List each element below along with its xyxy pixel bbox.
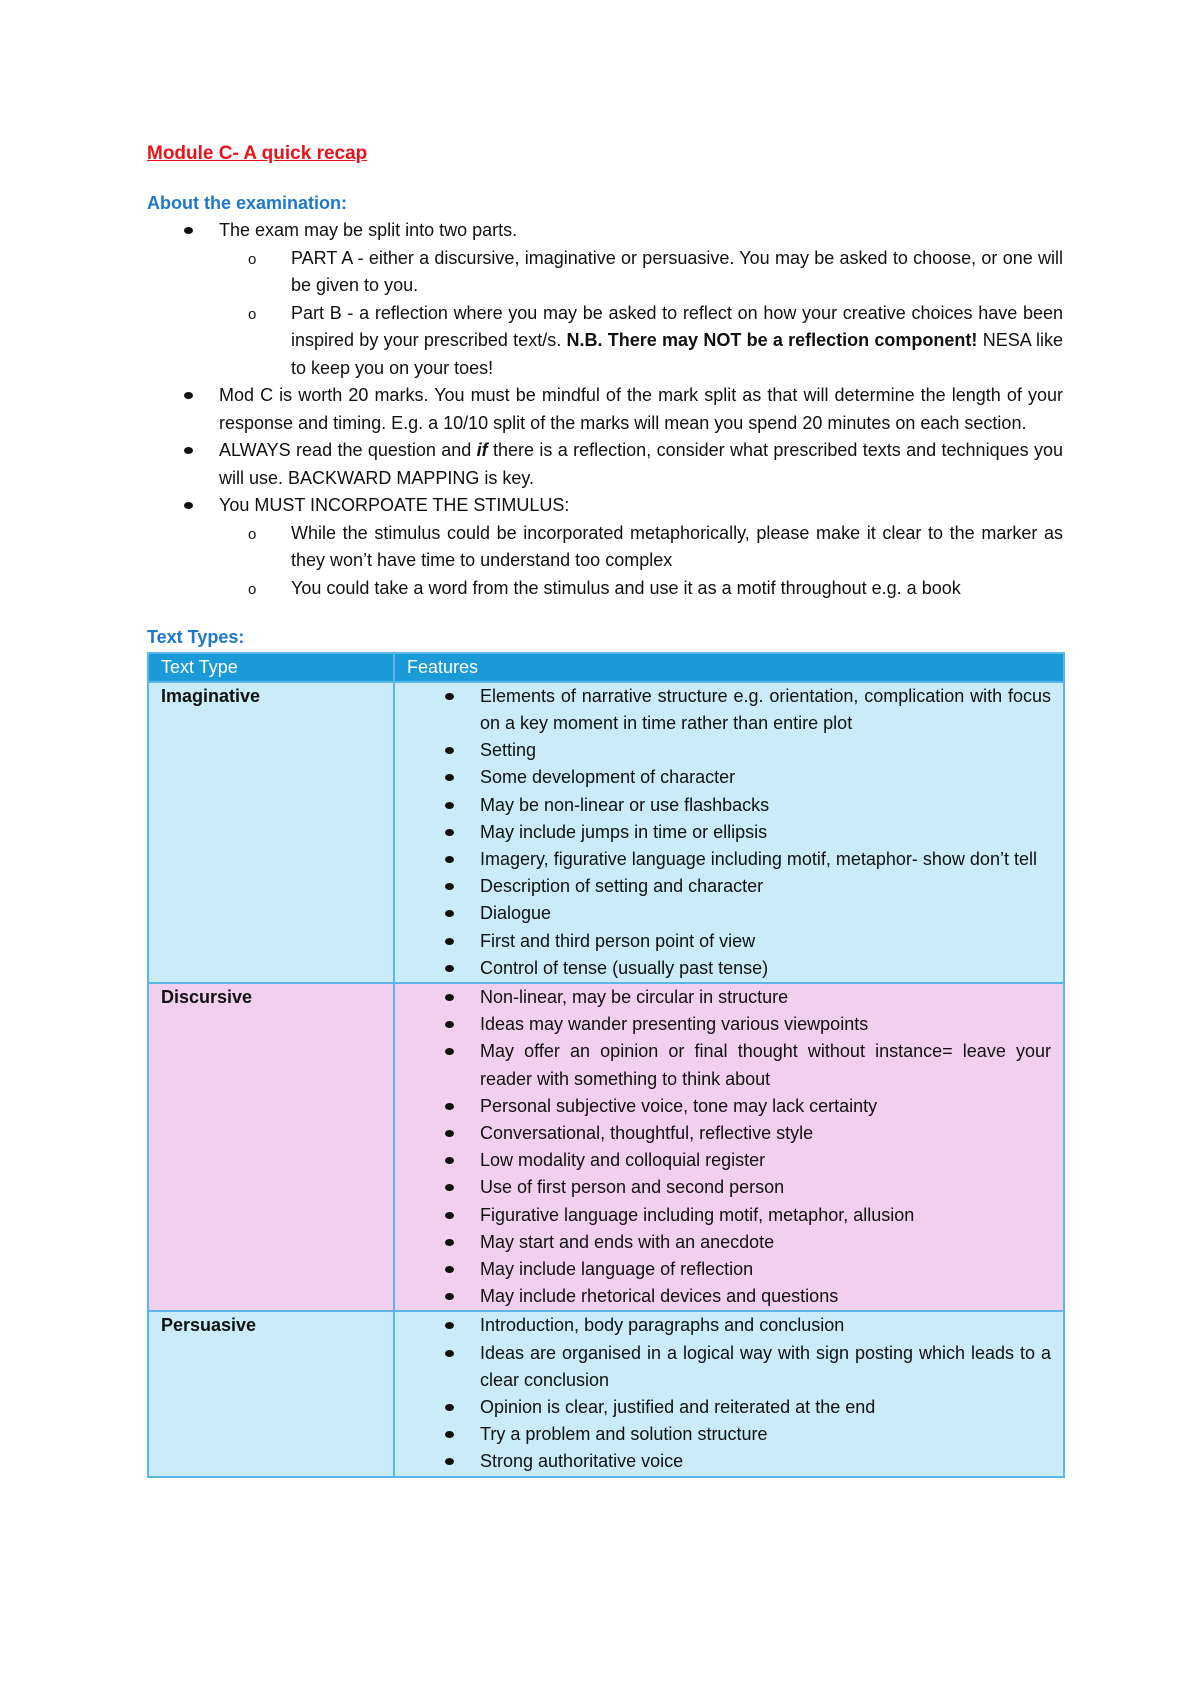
exam-sub-bullet-text: While the stimulus could be incorporated metaphorically, please make it clear to the marker as they won’t have time to understand too complex	[291, 522, 1063, 570]
text-type-name: Discursive	[161, 986, 253, 1007]
feature-item: Opinion is clear, justified and reiterated at the end	[407, 1394, 1051, 1421]
exam-sub-list	[219, 520, 1063, 603]
feature-item: Ideas are organised in a logical way with sign posting which leads to a clear conclusion	[407, 1340, 1051, 1394]
table-body	[148, 682, 1064, 1477]
exam-sub-bullet	[218, 245, 1063, 300]
feature-item: Strong authoritative voice	[407, 1448, 1051, 1475]
feature-item: First and third person point of view	[407, 928, 1051, 955]
header-features: Features	[394, 653, 1064, 682]
exam-sub-bullet-text: NESA like to keep you on your toes!	[291, 330, 1063, 378]
feature-item: Control of tense (usually past tense)	[407, 955, 1051, 982]
text-types-heading: Text Types:	[147, 627, 245, 647]
table-row	[148, 1311, 1064, 1476]
exam-sub-bullet	[218, 575, 1063, 603]
feature-item: Description of setting and character	[407, 873, 1051, 900]
feature-item: May offer an opinion or final thought without instance= leave your reader with something to think about	[407, 1038, 1051, 1092]
feature-item: May include rhetorical devices and questions	[407, 1283, 1051, 1310]
exam-sub-bullet	[218, 520, 1063, 575]
table-row	[148, 983, 1064, 1311]
exam-bullet-emphasis: if	[476, 440, 488, 460]
features-list	[407, 683, 1051, 982]
features-cell	[394, 1311, 1064, 1476]
feature-item: May include language of reflection	[407, 1256, 1051, 1283]
feature-item: Setting	[407, 737, 1051, 764]
exam-sub-bullet	[218, 300, 1063, 383]
exam-sub-bullet-bold: N.B. There may NOT be a reflection component!	[566, 330, 978, 350]
feature-item: Elements of narrative structure e.g. orientation, complication with focus on a key moment in time rather than entire plot	[407, 683, 1051, 737]
text-type-name: Imaginative	[161, 685, 261, 706]
feature-item: May include jumps in time or ellipsis	[407, 819, 1051, 846]
exam-bullet-text: ALWAYS read the question and	[219, 440, 477, 460]
feature-item: Try a problem and solution structure	[407, 1421, 1051, 1448]
feature-item: Introduction, body paragraphs and conclusion	[407, 1312, 1051, 1339]
exam-bullet-text: Mod C is worth 20 marks. You must be mindful of the mark split as that will determine the length of your response and timing. E.g. a 10/10 split of the marks will mean you spend 20 minutes on each section.	[219, 385, 1063, 433]
feature-item: Use of first person and second person	[407, 1174, 1051, 1201]
feature-item: Ideas may wander presenting various viewpoints	[407, 1011, 1051, 1038]
text-type-cell	[148, 983, 394, 1311]
header-text-type: Text Type	[148, 653, 394, 682]
feature-item: Figurative language including motif, metaphor, allusion	[407, 1202, 1051, 1229]
feature-item: Conversational, thoughtful, reflective style	[407, 1120, 1051, 1147]
exam-sub-bullet-text: Part B - a reflection where you may be asked to reflect on how your creative choices have been inspired by your prescribed text/s.	[291, 302, 1063, 350]
exam-bullet-text: The exam may be split into two parts.	[219, 220, 518, 240]
document-title: Module C- A quick recap	[147, 143, 368, 164]
exam-bullet	[147, 382, 1063, 437]
exam-bullet-list	[147, 217, 1063, 602]
text-type-cell	[148, 682, 394, 983]
exam-bullet	[147, 492, 1063, 602]
text-types-table	[147, 652, 1065, 1478]
feature-item: Imagery, figurative language including motif, metaphor- show don’t tell	[407, 846, 1051, 873]
exam-sub-bullet-text: You could take a word from the stimulus and use it as a motif throughout e.g. a book	[291, 577, 961, 598]
text-type-cell	[148, 1311, 394, 1476]
text-type-name: Persuasive	[161, 1315, 257, 1336]
exam-bullet	[147, 217, 1063, 382]
exam-sub-list	[219, 245, 1063, 383]
feature-item: Some development of character	[407, 764, 1051, 791]
features-cell	[394, 983, 1064, 1311]
feature-item: Personal subjective voice, tone may lack certainty	[407, 1093, 1051, 1120]
feature-item: Dialogue	[407, 900, 1051, 927]
table-header-row	[148, 653, 1064, 682]
exam-bullet-text: there is a reflection, consider what prescribed texts and techniques you will use. BACKWARD MAPPING is key.	[219, 440, 1063, 488]
exam-heading: About the examination:	[147, 192, 348, 213]
exam-bullet	[147, 437, 1063, 492]
feature-item: Low modality and colloquial register	[407, 1147, 1051, 1174]
features-cell	[394, 682, 1064, 983]
table-row	[148, 682, 1064, 983]
features-list	[407, 984, 1051, 1310]
exam-bullet-text: You MUST INCORPOATE THE STIMULUS:	[219, 495, 570, 515]
exam-sub-bullet-text: PART A - either a discursive, imaginative or persuasive. You may be asked to choose, or one will be given to you.	[291, 247, 1063, 295]
feature-item: Non-linear, may be circular in structure	[407, 984, 1051, 1011]
feature-item: May be non-linear or use flashbacks	[407, 792, 1051, 819]
spacer	[147, 602, 1063, 624]
document-page	[147, 140, 1063, 1478]
features-list	[407, 1312, 1051, 1475]
feature-item: May start and ends with an anecdote	[407, 1229, 1051, 1256]
